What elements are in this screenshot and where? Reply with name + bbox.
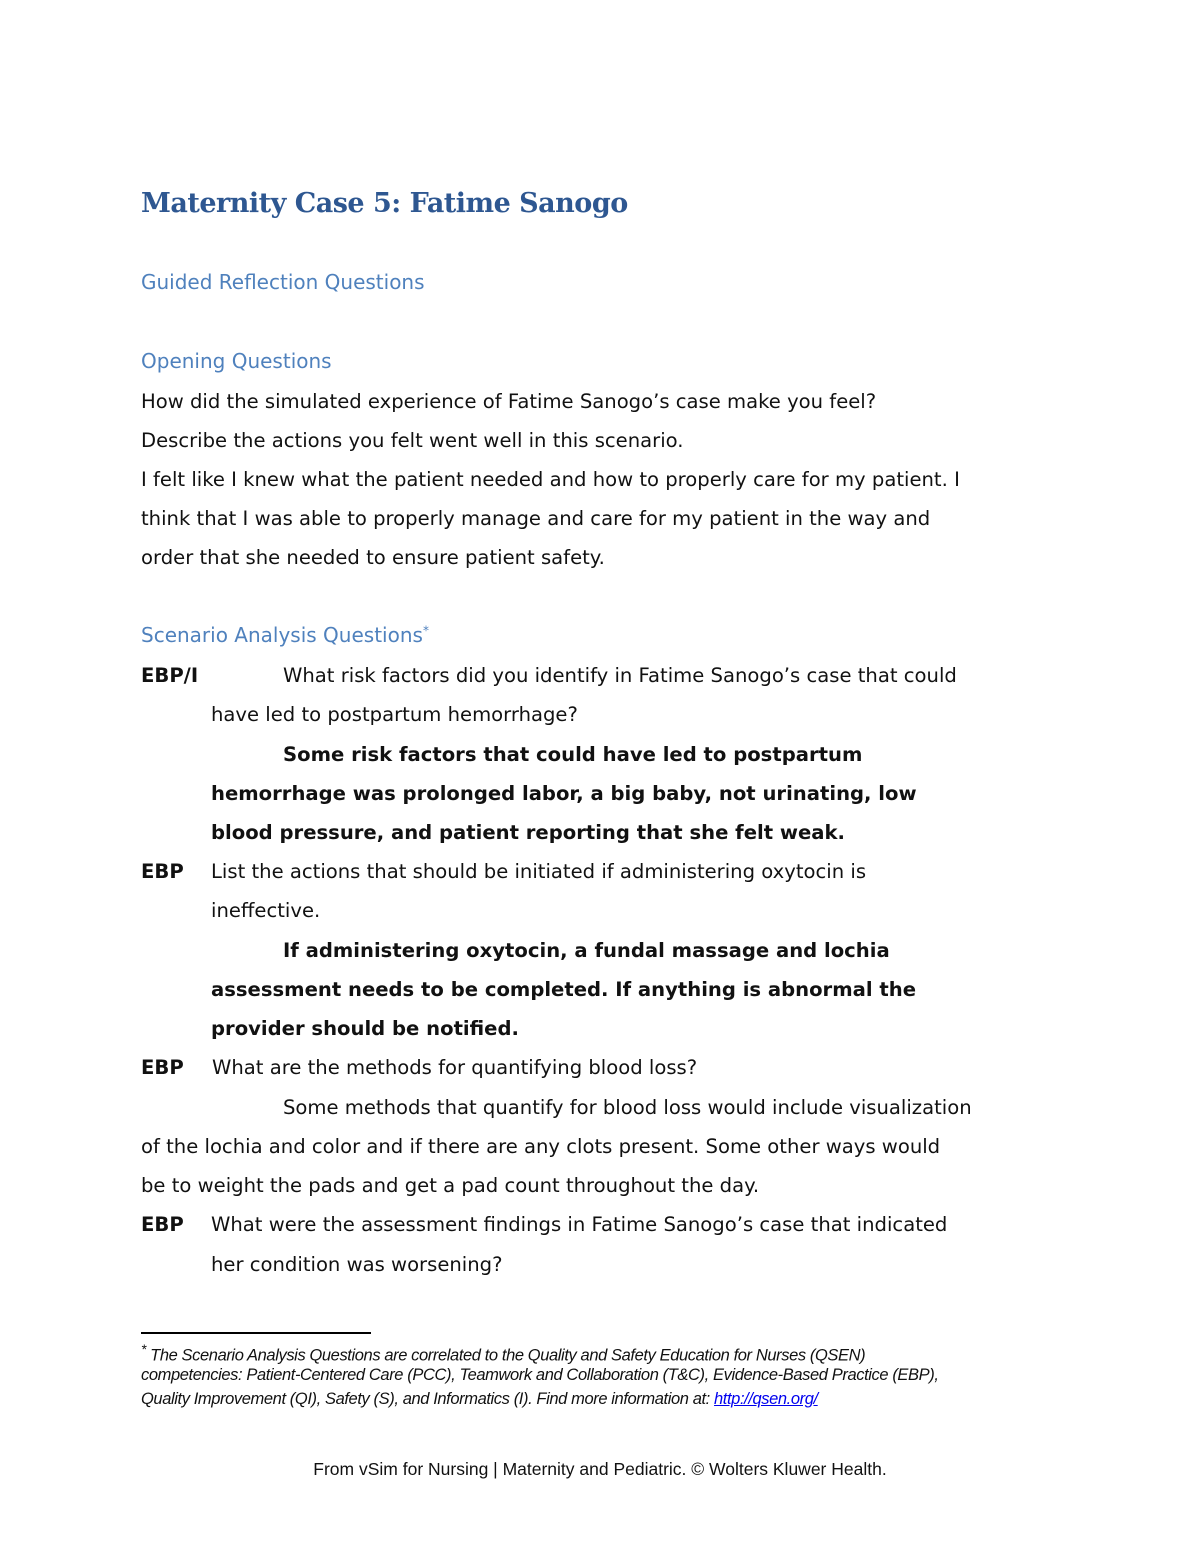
answer-line: Some risk factors that could have led to postpartum <box>283 743 863 766</box>
qsen-link[interactable]: http://qsen.org/ <box>714 1390 818 1408</box>
question-line: ineffective. <box>211 899 321 922</box>
answer-line: assessment needs to be completed. If anything is abnormal the <box>211 978 917 1001</box>
footnote-line: competencies: Patient-Centered Care (PCC), Teamwork and Collaboration (T&C), Evidence-Based Practice (EBP), <box>141 1366 939 1384</box>
page-footer: From vSim for Nursing | Maternity and Pediatric. © Wolters Kluwer Health. <box>313 1459 887 1479</box>
opening-line: Describe the actions you felt went well in this scenario. <box>141 429 684 452</box>
answer-line: hemorrhage was prolonged labor, a big baby, not urinating, low <box>211 782 917 805</box>
subtitle: Guided Reflection Questions <box>141 270 425 294</box>
footnote-line <box>141 1390 818 1409</box>
question-line: What are the methods for quantifying blood loss? <box>212 1056 698 1079</box>
answer-line: If administering oxytocin, a fundal massage and lochia <box>283 939 890 962</box>
question-line: What risk factors did you identify in Fatime Sanogo’s case that could <box>283 664 957 687</box>
question-line: her condition was worsening? <box>211 1253 503 1276</box>
opening-line: How did the simulated experience of Fatime Sanogo’s case make you feel? <box>141 390 877 413</box>
question-line: What were the assessment findings in Fatime Sanogo’s case that indicated <box>211 1213 948 1236</box>
opening-line: I felt like I knew what the patient needed and how to properly care for my patient. I <box>141 468 960 491</box>
answer-line: Some methods that quantify for blood loss would include visualization <box>283 1096 972 1119</box>
question-tag: EBP <box>141 1213 184 1236</box>
footnote-mark: * <box>141 1342 146 1357</box>
footnote-divider <box>141 1332 371 1334</box>
page-title: Maternity Case 5: Fatime Sanogo <box>141 188 628 219</box>
question-tag: EBP <box>141 1056 184 1079</box>
question-tag: EBP/I <box>141 664 199 687</box>
footnote-text: The Scenario Analysis Questions are correlated to the Quality and Safety Education for Nurses (QSEN) <box>150 1346 866 1365</box>
opening-line: think that I was able to properly manage and care for my patient in the way and <box>141 507 931 530</box>
answer-line: of the lochia and color and if there are any clots present. Some other ways would <box>141 1135 941 1158</box>
opening-heading: Opening Questions <box>141 349 332 373</box>
question-line: List the actions that should be initiated if administering oxytocin is <box>211 860 867 883</box>
footnote-ref: * <box>422 623 429 638</box>
question-line: have led to postpartum hemorrhage? <box>211 703 578 726</box>
question-tag: EBP <box>141 860 184 883</box>
opening-line: order that she needed to ensure patient safety. <box>141 546 605 569</box>
footnote-line <box>141 1342 865 1366</box>
analysis-heading-text: Scenario Analysis Questions <box>141 623 423 647</box>
analysis-heading <box>141 623 429 647</box>
answer-line: provider should be notified. <box>211 1017 519 1040</box>
answer-line: be to weight the pads and get a pad count throughout the day. <box>141 1174 760 1197</box>
footnote-text: Quality Improvement (QI), Safety (S), and Informatics (I). Find more information at: <box>141 1390 715 1408</box>
answer-line: blood pressure, and patient reporting that she felt weak. <box>211 821 845 844</box>
